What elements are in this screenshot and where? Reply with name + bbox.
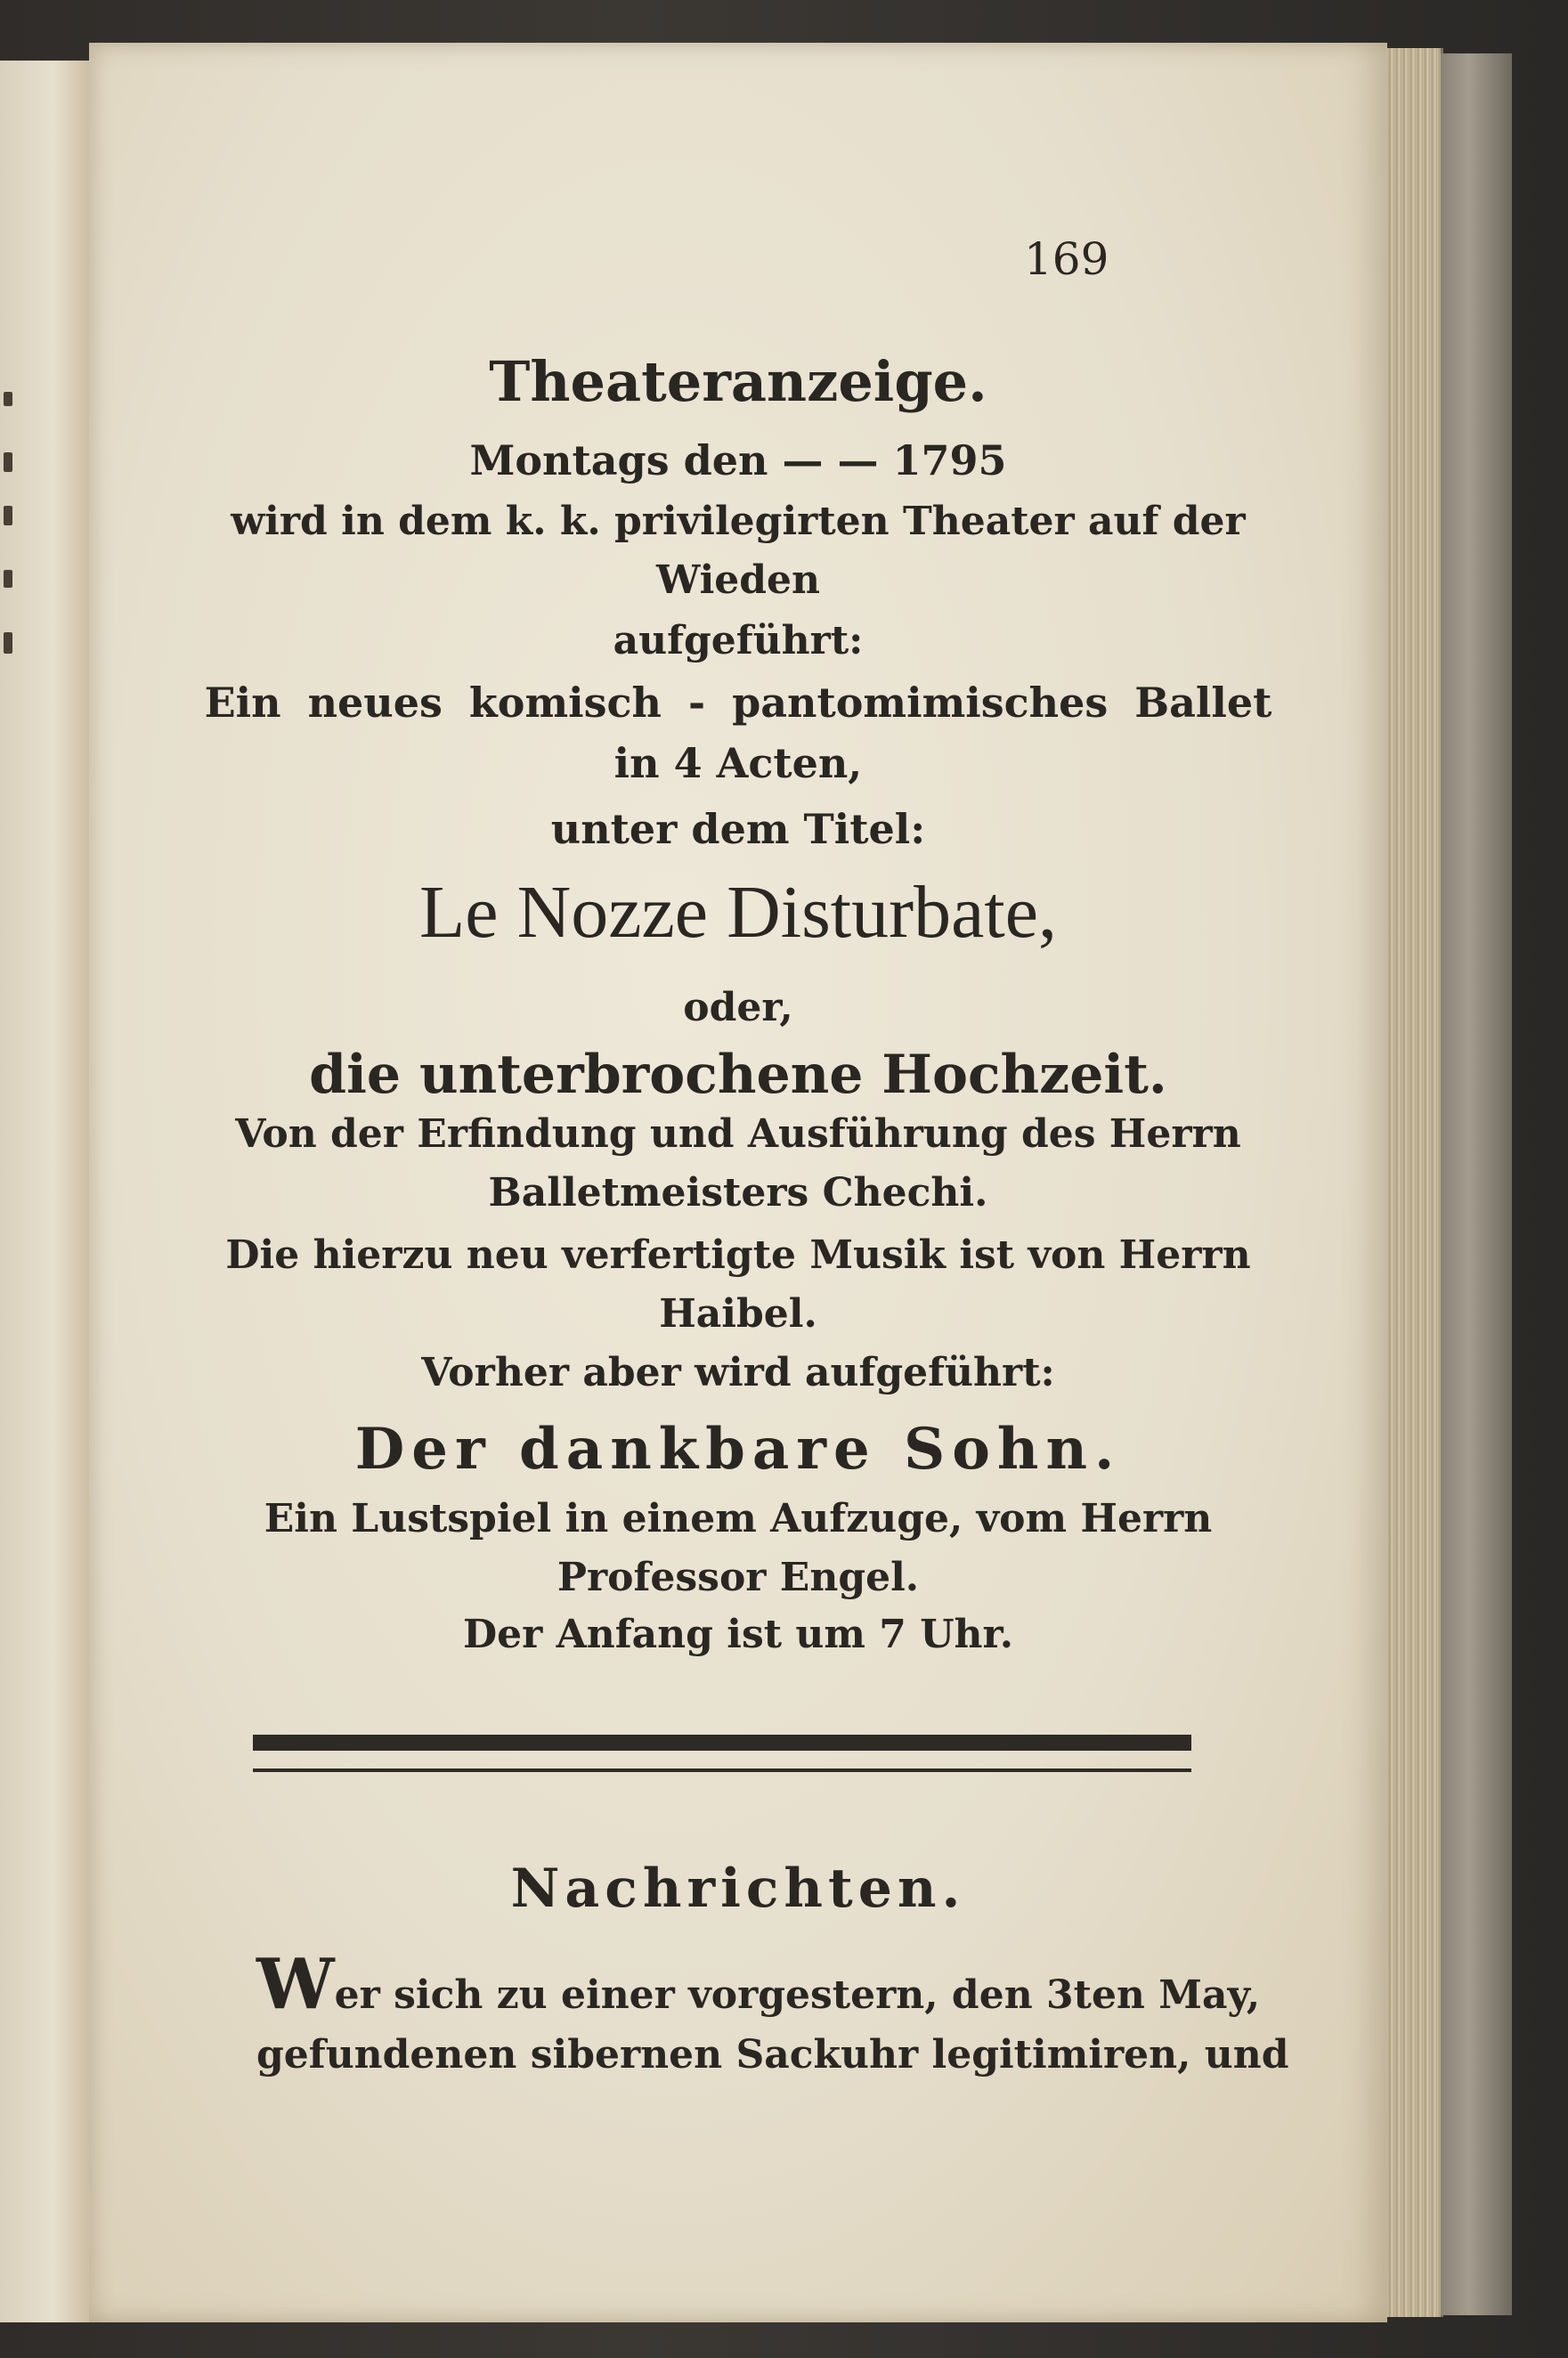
date-line: Montags den — — 1795 [469, 436, 1007, 484]
ballet-subtitle: die unterbrochene Hochzeit. [309, 1044, 1167, 1106]
credit-line-2: Balletmeisters Chechi. [488, 1170, 988, 1216]
ballet-title: Le Nozze Disturbate, [418, 871, 1057, 954]
book-cover-edge [1441, 53, 1512, 2315]
page-number: 169 [1024, 233, 1109, 285]
facing-page-glyph [4, 506, 12, 525]
music-line-2: Haibel. [659, 1291, 817, 1337]
venue-line-1: wird in dem k. k. privilegirten Theater auf der [231, 499, 1246, 544]
play-line-2: Professor Engel. [557, 1555, 920, 1600]
performed-line: aufgeführt: [613, 618, 864, 663]
ballet-line-2: in 4 Acten, [613, 739, 863, 787]
page-block-edge [1387, 48, 1443, 2317]
section-divider-thick [253, 1735, 1191, 1751]
facing-page-glyph [4, 632, 12, 654]
title-intro: unter dem Titel: [550, 805, 926, 853]
news-heading: Nachrichten. [510, 1858, 966, 1920]
facing-page-glyph [4, 392, 12, 406]
facing-page-glyph [4, 452, 12, 472]
news-line-2: gefundenen sibernen Sackuhr legitimiren, und [256, 2032, 1289, 2077]
ballet-line-1: Ein neues komisch - pantomimisches Ballet [204, 679, 1272, 727]
venue-line-2: Wieden [655, 557, 821, 603]
news-line-1 [256, 1944, 1261, 2025]
or-line: oder, [683, 985, 793, 1030]
section-divider-thin [253, 1768, 1191, 1772]
start-time-line: Der Anfang ist um 7 Uhr. [462, 1612, 1014, 1657]
news-dropcap: W [256, 1944, 335, 2025]
music-line-1: Die hierzu neu verfertigte Musik ist von Herrn [225, 1232, 1251, 1278]
facing-page-edge [0, 61, 91, 2322]
announcement-heading: Theateranzeige. [489, 349, 987, 414]
facing-page-glyph [4, 570, 12, 588]
credit-line-1: Von der Erfindung und Ausführung des Herrn [235, 1111, 1241, 1157]
play-line-1: Ein Lustspiel in einem Aufzuge, vom Herrn [264, 1496, 1213, 1541]
before-line: Vorher aber wird aufgeführt: [421, 1350, 1055, 1395]
news-line-1-text: er sich zu einer vorgestern, den 3ten May, [334, 1972, 1261, 2018]
play-title: Der dankbare Sohn. [354, 1416, 1122, 1483]
